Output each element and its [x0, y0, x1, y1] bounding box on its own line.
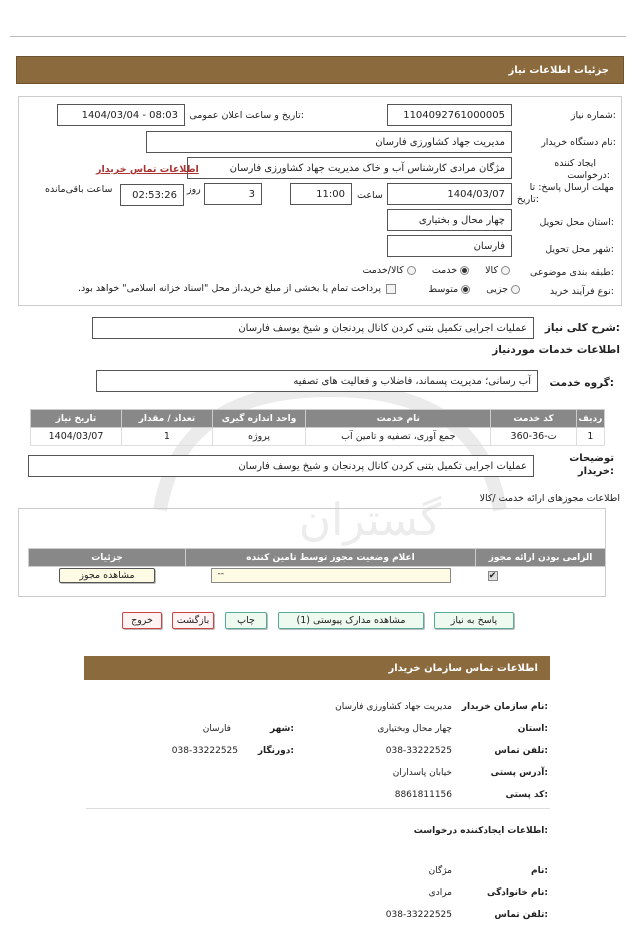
days-label: روز — [187, 184, 201, 195]
permits-table-header — [29, 549, 606, 567]
services-title: اطلاعات خدمات موردنیاز — [492, 344, 620, 356]
deadline-label-2: تاریخ: — [516, 194, 539, 205]
city-field: فارسان — [387, 235, 512, 257]
table-row — [29, 567, 606, 585]
permits-title: اطلاعات مجوزهای ارائه خدمت /کالا — [479, 493, 620, 504]
back-button[interactable]: بازگشت — [172, 612, 214, 629]
col-permit-status: اعلام وضعیت مجوز توسط تامین کننده — [186, 549, 476, 567]
col-qty: تعداد / مقدار — [121, 410, 212, 428]
print-button[interactable]: چاپ — [225, 612, 267, 629]
fax-label: دورنگار: — [257, 746, 294, 756]
buyer-notes-field: عملیات اجرایی تکمیل بتنی کردن کانال پردنجان و شیخ یوسف فارسان — [28, 455, 534, 477]
col-permit-required: الزامی بودن ارائه مجوز — [476, 549, 606, 567]
watermark-text: گستران — [298, 495, 442, 546]
city-contact-label: شهر: — [270, 724, 294, 734]
process-option-minor[interactable]: جزیی — [486, 284, 520, 295]
cell-permit-details — [29, 567, 186, 585]
creator-name-label: نام: — [531, 866, 548, 876]
time-label: ساعت — [357, 190, 383, 201]
phone-label: تلفن تماس: — [494, 746, 548, 756]
org-label: نام سازمان خریدار: — [461, 702, 548, 712]
category-label: طبقه بندی موضوعی: — [529, 267, 614, 278]
city-label: شهر محل تحویل: — [545, 244, 614, 255]
city-contact-value: فارسان — [202, 724, 231, 734]
service-group-label: گروه خدمت: — [549, 377, 614, 389]
cell-code: ت-36-360 — [491, 428, 576, 446]
cell-permit-required — [476, 567, 606, 585]
deadline-time-field: 11:00 — [290, 183, 352, 205]
buyer-org-label: نام دستگاه خریدار: — [541, 137, 616, 148]
deadline-label-1: مهلت ارسال پاسخ: تا — [529, 182, 614, 193]
province-label: استان محل تحویل: — [539, 217, 614, 228]
fax-value: 038-33222525 — [171, 746, 238, 756]
contact-divider — [86, 808, 550, 809]
radio-both-icon[interactable] — [407, 266, 416, 275]
cell-qty: 1 — [121, 428, 212, 446]
page-title-bar — [16, 56, 624, 84]
table-row — [31, 428, 605, 446]
need-number-field: 1104092761000005 — [387, 104, 512, 126]
address-value: خیابان پاسداران — [392, 768, 452, 778]
col-name: نام خدمت — [306, 410, 491, 428]
creator-info-title: اطلاعات ایجادکننده درخواست: — [413, 826, 548, 836]
creator-name-value: مژگان — [428, 866, 452, 876]
view-permit-button[interactable]: مشاهده مجوز — [59, 568, 155, 583]
category-option-goods[interactable]: کالا — [485, 265, 510, 276]
exit-button[interactable]: خروج — [122, 612, 162, 629]
col-unit: واحد اندازه گیری — [212, 410, 305, 428]
announce-field: 1404/03/04 - 08:03 — [57, 104, 185, 126]
radio-minor-icon[interactable] — [511, 285, 520, 294]
radio-service-icon[interactable] — [460, 266, 469, 275]
cell-permit-status — [186, 567, 476, 585]
process-option-medium[interactable]: متوسط — [428, 284, 470, 295]
province-contact-label: استان: — [517, 724, 548, 734]
category-option-both[interactable]: کالا/خدمت — [362, 265, 415, 276]
postal-value: 8861811156 — [394, 790, 452, 800]
address-label: آدرس پستی: — [490, 768, 548, 778]
payment-note: پرداخت تمام یا بخشی از مبلغ خرید،از محل "اسناد خزانه اسلامی" خواهد بود. — [78, 283, 381, 294]
permit-status-field[interactable]: -- — [211, 568, 451, 583]
days-field: 3 — [204, 183, 262, 205]
permits-table — [28, 548, 606, 585]
payment-note-row — [78, 283, 396, 294]
deadline-date-field: 1404/03/07 — [387, 183, 512, 205]
items-table-header — [31, 410, 605, 428]
need-number-label: شماره نیاز: — [570, 110, 616, 121]
remaining-label: ساعت باقی‌مانده — [45, 184, 113, 195]
col-row: ردیف — [576, 410, 604, 428]
top-divider — [10, 36, 626, 37]
payment-checkbox[interactable] — [386, 284, 396, 294]
province-field: چهار محال و بختیاری — [387, 209, 512, 231]
buyer-notes-label-2: خریدار: — [577, 466, 614, 477]
attachments-button[interactable]: مشاهده مدارک پیوستی (1) — [278, 612, 424, 629]
org-value: مدیریت جهاد کشاورزی فارسان — [335, 702, 452, 712]
buyer-notes-label-1: توضیحات — [569, 453, 614, 464]
cell-row: 1 — [576, 428, 604, 446]
category-radio-group — [362, 265, 510, 276]
permit-checkbox-checked-icon: ✔ — [488, 570, 497, 581]
buyer-contact-link[interactable]: اطلاعات تماس خریدار — [96, 164, 199, 175]
creator-field: مژگان مرادی کارشناس آب و خاک مدیریت جهاد کشاورزی فارسان — [187, 157, 512, 179]
creator-phone-label: تلفن تماس: — [494, 910, 548, 920]
process-radio-group — [428, 284, 520, 295]
page-title: جزئیات اطلاعات نیاز — [508, 64, 609, 76]
creator-family-value: مرادی — [428, 888, 452, 898]
summary-label: شرح کلی نیاز: — [544, 322, 620, 334]
summary-field: عملیات اجرایی تکمیل بتنی کردن کانال پردنجان و شیخ یوسف فارسان — [92, 317, 534, 339]
creator-family-label: نام خانوادگی: — [486, 888, 548, 898]
category-option-service[interactable]: خدمت — [432, 265, 469, 276]
phone-value: 038-33222525 — [385, 746, 452, 756]
cell-name: جمع آوری، تصفیه و تامین آب — [306, 428, 491, 446]
postal-label: کد پستی: — [505, 790, 548, 800]
creator-phone-value: 038-33222525 — [385, 910, 452, 920]
reply-button[interactable]: پاسخ به نیاز — [434, 612, 514, 629]
creator-label-1: ایجاد کننده — [554, 158, 596, 169]
col-permit-details: جزئیات — [29, 549, 186, 567]
remaining-time-field: 02:53:26 — [120, 184, 184, 206]
radio-medium-icon[interactable] — [461, 285, 470, 294]
cell-date: 1404/03/07 — [31, 428, 122, 446]
contact-section-title: اطلاعات تماس سازمان خریدار — [84, 656, 550, 680]
province-contact-value: چهار محال وبختیاری — [377, 724, 452, 734]
service-group-field: آب رسانی؛ مدیریت پسماند، فاضلاب و فعالیت های تصفیه — [96, 370, 538, 392]
creator-label-2: درخواست: — [567, 170, 610, 181]
col-code: کد خدمت — [491, 410, 576, 428]
items-table — [30, 409, 605, 446]
col-date: تاریخ نیاز — [31, 410, 122, 428]
announce-label: تاریخ و ساعت اعلان عمومی: — [189, 110, 304, 121]
buyer-org-field: مدیریت جهاد کشاورزی فارسان — [146, 131, 512, 153]
cell-unit: پروژه — [212, 428, 305, 446]
process-label: نوع فرآیند خرید: — [549, 286, 614, 297]
radio-goods-icon[interactable] — [501, 266, 510, 275]
